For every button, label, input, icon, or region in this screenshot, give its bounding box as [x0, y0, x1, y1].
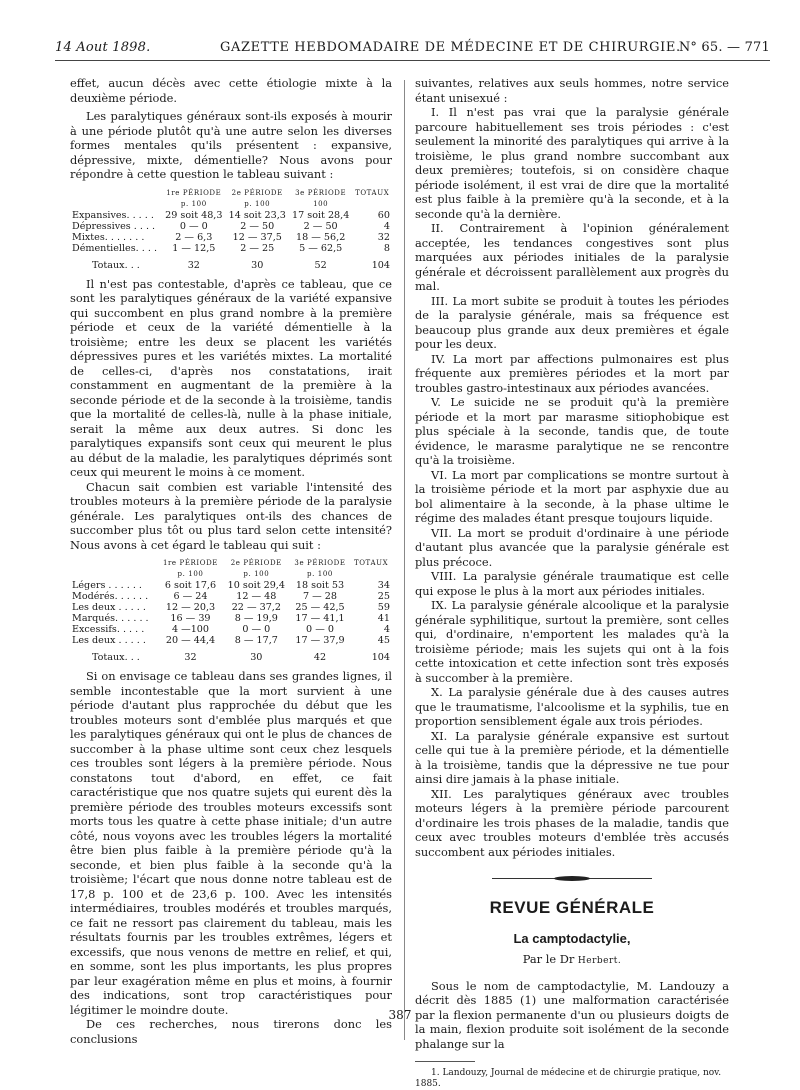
table-cell: 6 soit 17,6	[164, 580, 217, 591]
table-cell: 18 — 56,2	[296, 231, 346, 243]
table-cell: 59	[377, 602, 390, 613]
conclusion-item: VI. La mort par complications se montre surtout à la troisième période et la mort par asphyxie due au bol alimentaire à la seconde, à la phase ultime le régime des malades étant presque toujours liquide.	[415, 467, 729, 525]
table-subheader: p. 100	[243, 570, 270, 578]
table-totals-row	[70, 254, 392, 271]
row-label: Totaux. . .	[92, 259, 140, 271]
table-cell: 2 — 50	[303, 220, 338, 232]
table-cell: 6 — 24	[173, 591, 208, 602]
footnote-rule	[415, 1061, 475, 1062]
conclusion-item: I. Il n'est pas vrai que la paralysie générale parcoure habituellement ses trois périodes : c'est seulement la minorité des paralytiques qui arrive à la troisième, le plus grand nombre succombant aux deux premières; toutefois, si on considère chaque période isolément, il est vrai de dire que la mortalité est plus faible à la première qu'à la seconde, et à la seconde qu'à la dernière.	[415, 105, 729, 221]
table-totals-row	[70, 646, 392, 663]
table-cell: 4	[383, 624, 390, 635]
paragraph: Sous le nom de camptodactylie, M. Landouzy a décrit dès 1885 (1) une malformation caractérisée par la flexion permanente d'un ou plusieurs doigts de la main, flexion produite soit isolément de la seconde phalange sur la	[415, 978, 729, 1051]
table-cell: 12 — 37,5	[232, 231, 282, 243]
table-cell: 16 — 39	[170, 613, 211, 624]
paragraph: suivantes, relatives aux seuls hommes, notre service étant unisexué :	[415, 76, 729, 105]
table-cell: 104	[371, 652, 390, 663]
table-header: 2e PÉRIODE	[230, 559, 282, 567]
folio-number: 387	[388, 1008, 412, 1022]
table-cell: 2 — 25	[240, 242, 275, 254]
conclusion-item: X. La paralysie générale due à des causes autres que le traumatisme, l'alcoolisme et la syphilis, tue en proportion sensiblement égale aux trois périodes.	[415, 685, 729, 728]
table-cell: 0 — 0	[306, 624, 334, 635]
table-cell: 2 — 6,3	[175, 231, 213, 243]
table-header: TOTAUX	[353, 559, 389, 567]
table-cell: 32	[187, 259, 200, 271]
table-cell: 25	[377, 591, 390, 602]
table-cell: 14 soit 23,3	[228, 209, 286, 221]
table-cell: 22 — 37,2	[231, 602, 281, 613]
motor-troubles-table	[70, 558, 392, 663]
column-divider	[404, 80, 405, 1040]
table-cell: 17 — 41,1	[295, 613, 345, 624]
table-cell: 30	[251, 259, 264, 271]
table-subheader: p. 100	[180, 199, 207, 208]
row-label: Les deux . . . . .	[72, 602, 146, 613]
article-title: La camptodactylie,	[513, 930, 631, 946]
table-row	[70, 221, 392, 232]
paragraph: Il n'est pas contestable, d'après ce tableau, que ce sont les paralytiques généraux de la variété expansive qui succombent en plus grand nombre à la première période et ceux de la variété démentielle à la troisième; entre les deux se placent les variétés dépressives pures et les variétés mixtes. La mortalité de celles-ci, d'après nos constatations, irait constamment en augmentant de la première à la seconde période et de la seconde à la troisième, tandis que la mortalité de celles-là, nulle à la phase initiale, serait la même aux deux autres. Si donc les paralytiques expansifs sont ceux qui meurent le plus au début de la maladie, les paralytiques déprimés sont ceux qui meurent le moins à ce moment.	[70, 276, 392, 479]
row-label: Démentielles. . . .	[72, 242, 158, 254]
table-header: 2e PÉRIODE	[231, 188, 283, 197]
table-cell: 17 — 37,9	[295, 635, 345, 646]
table-cell: 12 — 20,3	[165, 602, 216, 613]
row-label: Mixtes. . . . . . .	[72, 231, 145, 243]
footnote: 1. Landouzy, Journal de médecine et de chirurgie pratique, nov. 1885.	[415, 1068, 722, 1089]
table-cell: 8 — 17,7	[234, 635, 278, 646]
conclusion-item: VIII. La paralysie générale traumatique est celle qui expose le plus à la mort aux périodes initiales.	[415, 569, 729, 598]
table-cell: 25 — 42,5	[295, 602, 345, 613]
section-title: REVUE GÉNÉRALE	[489, 898, 655, 917]
paragraph: effet, aucun décès avec cette étiologie mixte à la deuxième période.	[70, 76, 392, 105]
table-subheader: 100	[313, 199, 329, 208]
table-header: 1re PÉRIODE	[162, 559, 219, 567]
table-cell: 20 — 44,4	[165, 635, 216, 646]
conclusion-item: II. Contrairement à l'opinion généralement acceptée, les tendances congestives sont plus marquées aux périodes initiales de la paralysie générale et décroissent parallèlement aux progrès du mal.	[415, 221, 729, 293]
table-row	[70, 613, 392, 624]
table-cell: 17 soit 28,4	[292, 209, 350, 221]
table-cell: 10 soit 29,4	[227, 580, 285, 591]
table-cell: 12 — 48	[236, 591, 277, 602]
forms-mortality-table	[70, 188, 392, 271]
conclusion-item: III. La mort subite se produit à toutes les périodes de la paralysie générale, mais sa fréquence est beaucoup plus grande aux deux premières et égale pour les deux.	[415, 293, 729, 351]
running-header	[55, 38, 770, 60]
conclusion-item: XI. La paralysie générale expansive est surtout celle qui tue à la première période, et la démentielle à la troisième, tandis que la dépressive ne tue pour ainsi dire jamais à la phase initiale.	[415, 728, 729, 786]
right-column	[415, 76, 729, 1090]
conclusion-item: V. Le suicide ne se produit qu'à la première période et la mort par marasme sitiophobique est plus spéciale à la seconde, tandis que, de toute évidence, le marasme paralytique ne se rencontre qu'à la troisième.	[415, 395, 729, 467]
table-cell: 1 — 12,5	[172, 242, 216, 254]
issue-date: 14 Aout 1898.	[55, 40, 151, 55]
row-label: Modérés. . . . . .	[72, 591, 149, 602]
table-cell: 8	[383, 242, 390, 254]
conclusion-item: VII. La mort se produit d'ordinaire à une période d'autant plus avancée que la paralysie générale est plus précoce.	[415, 525, 729, 569]
table-cell: 32	[377, 231, 390, 243]
left-column	[70, 76, 392, 1046]
table-cell: 30	[250, 652, 263, 663]
table-row	[70, 580, 392, 591]
table-cell: 29 soit 48,3	[165, 209, 223, 221]
table-cell: 0 — 0	[242, 624, 271, 635]
paragraph: Si on envisage ce tableau dans ses grandes lignes, il semble incontestable que la mort survient à une période d'autant plus rapprochée du début que les troubles moteurs sont d'emblée plus marqués et que les paralytiques généraux qui ont le plus de chances de succomber à la phase ultime sont ceux chez lesquels ces troubles sont légers à la première période. Nous constatons tout d'abord, en effet, ce fait caractéristique que nos quatre sujets qui eurent dès la première période des troubles moteurs excessifs sont morts tous les quatre à cette phase initiale; d'un autre côté, nous voyons avec les troubles légers la mortalité être bien plus faible à la première période qu'à la seconde, et bien plus faible à la seconde qu'à la troisième; l'écart que nous donne notre tableau est de 17,8 p. 100 et de 23,6 p. 100. Avec les intensités intermédiaires, troubles modérés et troubles marqués, ce fait ne ressort pas clairement du tableau, mais les résultats fournis par les troubles extrêmes, légers et excessifs, que nous venons de mettre en relief, et qui, en somme, sont les plus importants, les plus propres par leur exagération même en plus et moins, à fournir des indications, sont trop caractéristiques pour légitimer le moindre doute.	[70, 669, 392, 1017]
table-row	[70, 635, 392, 646]
row-label: Totaux. . .	[92, 652, 140, 663]
row-label: Expansives. . . . .	[72, 209, 154, 221]
row-label: Marqués. . . . . .	[72, 613, 149, 624]
table-cell: 0 — 0	[179, 220, 208, 232]
journal-title: GAZETTE HEBDOMADAIRE DE MÉDECINE ET DE CHIRURGIE.	[220, 40, 681, 55]
table-cell: 41	[377, 613, 390, 624]
table-row	[70, 591, 392, 602]
table-header: 3e PÉRIODE	[294, 559, 346, 567]
table-subheader: p. 100	[244, 199, 271, 208]
table-cell: 7 — 28	[302, 591, 337, 602]
row-label: Dépressives . . . .	[72, 220, 156, 232]
table-cell: 45	[377, 635, 390, 646]
header-rule	[55, 60, 770, 61]
table-cell: 42	[313, 652, 327, 663]
table-row	[70, 624, 392, 635]
table-cell: 4	[383, 220, 390, 232]
author-prefix: Par le Dr	[522, 952, 578, 966]
table-subheader: p. 100	[177, 570, 204, 578]
table-cell: 18 soit 53	[295, 580, 345, 591]
table-subheader: p. 100	[307, 570, 333, 578]
table-cell: 5 — 62,5	[299, 242, 343, 254]
row-label: Légers . . . . . .	[72, 580, 142, 591]
table-cell: 60	[377, 209, 390, 221]
author-name: Herbert.	[577, 956, 622, 966]
table-cell: 32	[184, 652, 197, 663]
table-cell: 4 —100	[171, 624, 210, 635]
paragraph: De ces recherches, nous tirerons donc les conclusions	[70, 1017, 392, 1046]
table-row	[70, 210, 392, 221]
table-row	[70, 243, 392, 254]
paragraph: Les paralytiques généraux sont-ils exposés à mourir à une période plutôt qu'à une autre selon les diverses formes mentales qu'ils présentent : expansive, dépressive, mixte, démentielle? Nous avons pour répondre à cette question le tableau suivant :	[70, 109, 392, 181]
conclusion-item: IV. La mort par affections pulmonaires est plus fréquente aux premières périodes et la mort par troubles gastro-intestinaux aux périodes avancées.	[415, 351, 729, 395]
table-cell: 52	[314, 259, 327, 271]
row-label: Les deux . . . . .	[72, 635, 146, 646]
table-cell: 34	[377, 580, 390, 591]
table-cell: 8 — 19,9	[234, 613, 278, 624]
issue-page-number: N° 65. — 771	[678, 40, 770, 55]
table-header: TOTAUX	[355, 188, 390, 197]
table-header: 3e PÉRIODE	[295, 188, 347, 197]
table-row	[70, 602, 392, 613]
conclusion-item: XII. Les paralytiques généraux avec troubles moteurs légers à la première période parcourent d'ordinaire les trois phases de la maladie, tandis que ceux avec troubles moteurs d'emblée très accusés succombent aux périodes initiales.	[415, 786, 729, 859]
paragraph: Chacun sait combien est variable l'intensité des troubles moteurs à la première période de la paralysie générale. Les paralytiques ont-ils des chances de succomber plus tôt ou plus tard selon cette intensité? Nous avons à cet égard le tableau qui suit :	[70, 479, 392, 552]
article-author	[415, 952, 729, 969]
table-row	[70, 232, 392, 243]
table-cell: 2 — 50	[240, 220, 275, 232]
section-ornament	[492, 875, 652, 883]
table-cell: 104	[371, 259, 390, 271]
row-label: Excessifs. . . . .	[72, 624, 145, 635]
table-header: 1re PÉRIODE	[166, 188, 222, 197]
conclusion-item: IX. La paralysie générale alcoolique et la paralysie générale syphilitique, surtout la première, sont celles qui, d'ordinaire, n'emportent les malades qu'à la troisième période; mais les sujets qui ont à la fois cette intoxication et cette infection sont très exposés à succomber à la première.	[415, 598, 729, 685]
